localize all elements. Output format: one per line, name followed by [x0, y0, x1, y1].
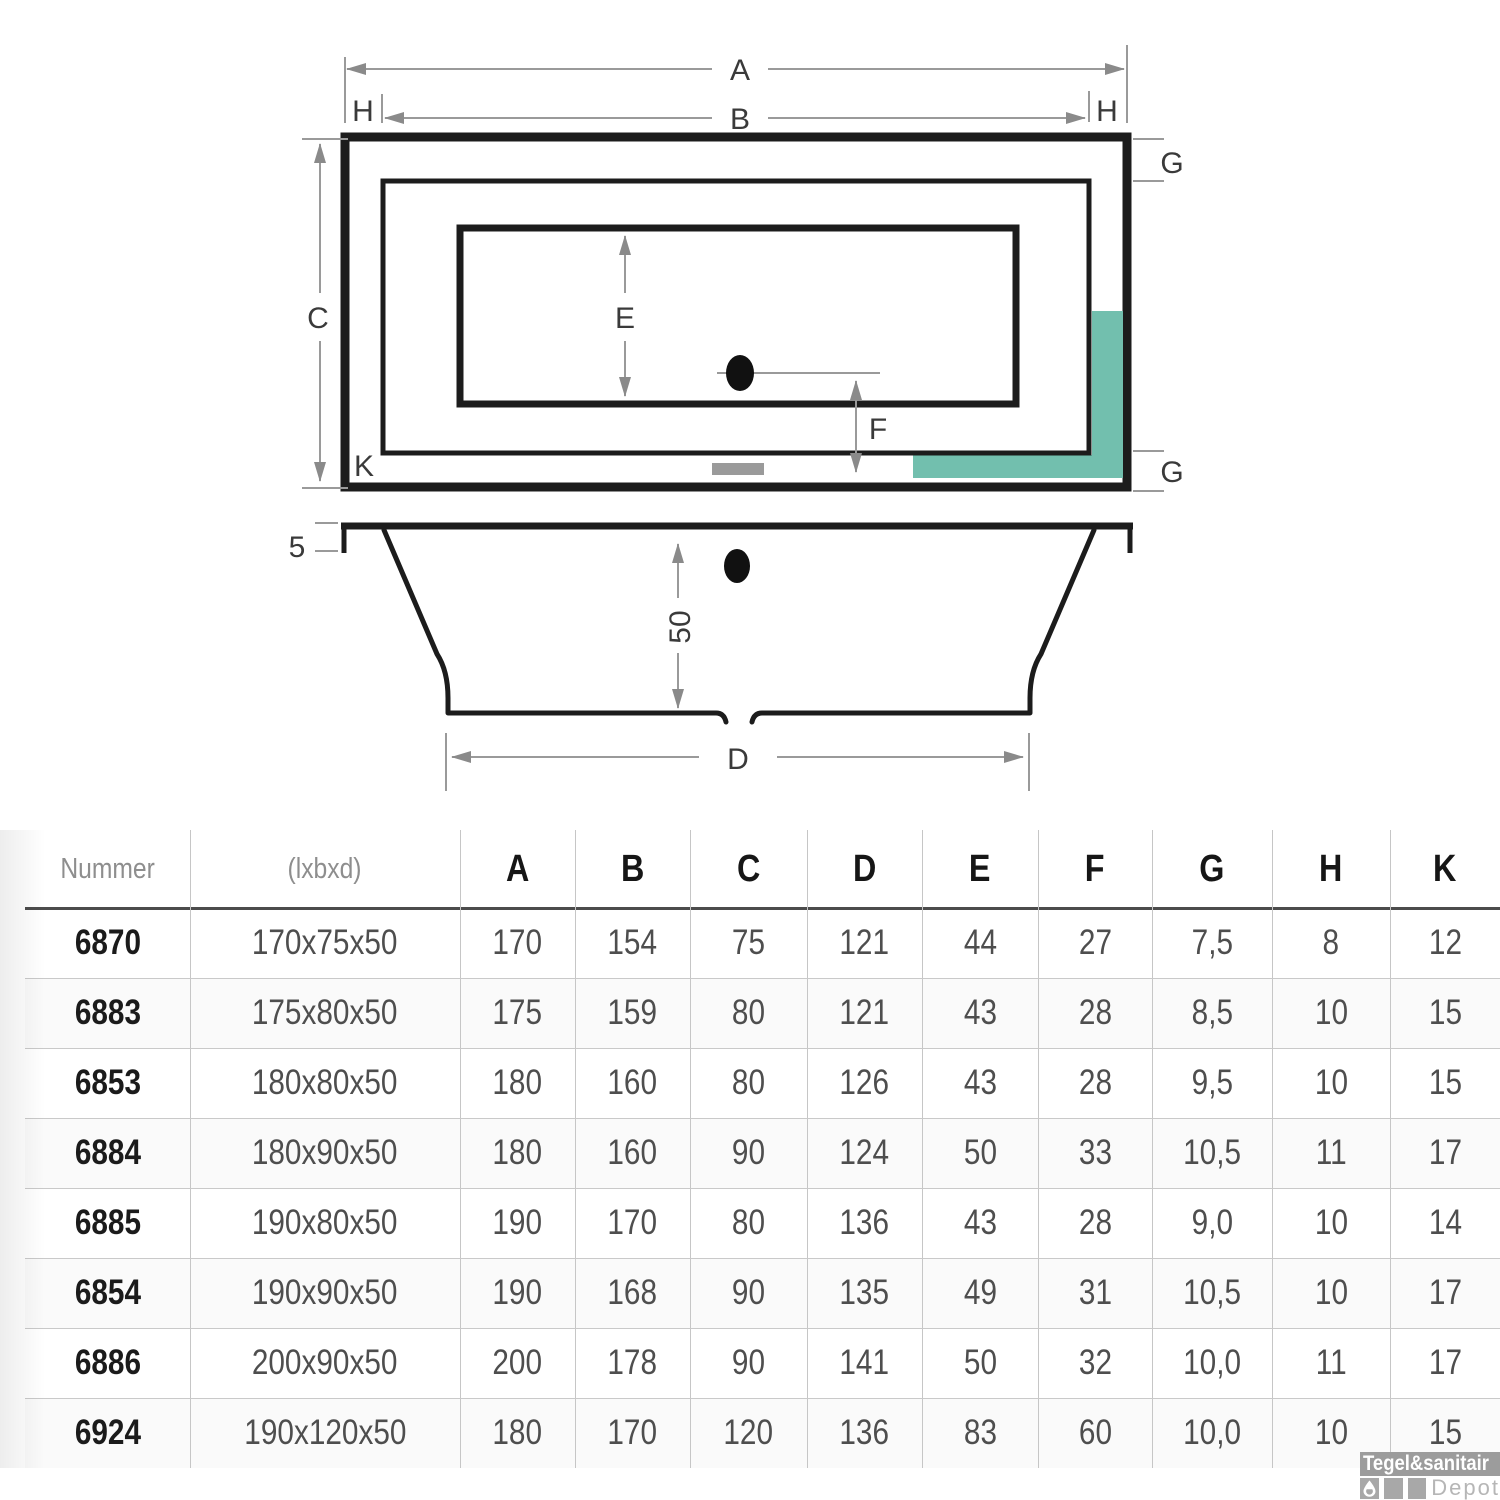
table-cell-nummer: 6853: [74, 1063, 141, 1102]
row-separator: [25, 978, 1500, 979]
table-cell-value: 32: [1078, 1343, 1112, 1382]
table-cell-value: 10: [1314, 1063, 1348, 1102]
table-cell-value: 168: [575, 1258, 690, 1328]
table-cell-value: 80: [731, 1063, 766, 1102]
table-cell-value: 43: [963, 1203, 997, 1242]
table-cell-value: 136: [839, 1203, 890, 1242]
table-cell-value: 190: [492, 1203, 543, 1242]
table-cell-value: 50: [922, 1118, 1038, 1188]
table-cell-value: 8,5: [1152, 978, 1272, 1048]
col-separator: [1390, 830, 1391, 1468]
dim-label-f: F: [868, 413, 888, 446]
row-separator: [25, 1328, 1500, 1329]
table-cell-value: 17: [1390, 1258, 1500, 1328]
table-cell-value: 10,5: [1152, 1258, 1272, 1328]
header-underline: [25, 907, 1500, 910]
table-cell-value: 83: [922, 1398, 1038, 1468]
table-cell-value: 14: [1428, 1203, 1462, 1242]
table-cell-value: 31: [1038, 1258, 1152, 1328]
dim-label-h-left: H: [352, 95, 374, 128]
table-cell-value: 180: [492, 1063, 543, 1102]
table-cell-value: 17: [1390, 1118, 1500, 1188]
table-cell-lxbxd: 170x75x50: [252, 923, 398, 962]
dim-label-e: E: [614, 302, 636, 335]
logo-square: [1384, 1478, 1403, 1499]
brand-name: [1360, 1452, 1500, 1476]
table-header-c: C: [736, 847, 761, 890]
table-cell-lxbxd: 190x80x50: [252, 1203, 398, 1242]
col-separator: [807, 830, 808, 1468]
table-cell-value: 175: [460, 978, 575, 1048]
table-cell-value: 135: [807, 1258, 922, 1328]
table-cell-value: 43: [922, 978, 1038, 1048]
table-cell-value: 10: [1272, 1398, 1390, 1468]
table-cell-nummer: 6884: [25, 1118, 190, 1188]
table-cell-value: 180: [460, 1118, 575, 1188]
top-view: [302, 45, 1184, 491]
table-cell-value: 10,5: [1152, 1118, 1272, 1188]
table-header-d: D: [852, 847, 877, 890]
dim-label-g-bottom: G: [1160, 456, 1184, 489]
table-cell-value: 9,5: [1191, 1063, 1233, 1102]
table-cell-nummer: 6886: [74, 1343, 141, 1382]
col-separator: [190, 830, 191, 1468]
table-cell-value: 80: [731, 1203, 766, 1242]
drain-dot-side-view: [724, 549, 750, 583]
table-cell-value: 126: [839, 1063, 890, 1102]
table-cell-value: 178: [607, 1343, 658, 1382]
table-header-nummer: Nummer: [60, 852, 155, 885]
table-header-b: B: [620, 847, 645, 890]
side-dimension-ticks: [315, 523, 1029, 791]
brand-logo-row: [1360, 1477, 1500, 1499]
table-cell-value: 121: [807, 978, 922, 1048]
table-cell-value: 154: [607, 923, 658, 962]
table-cell-value: 170: [607, 1203, 658, 1242]
table-cell-nummer: 6883: [25, 978, 190, 1048]
col-separator: [575, 830, 576, 1468]
table-cell-lxbxd: 180x80x50: [252, 1063, 398, 1102]
table-cell-lxbxd: 180x90x50: [190, 1118, 460, 1188]
brand-logo: [1360, 1452, 1500, 1499]
table-cell-value: 190: [460, 1258, 575, 1328]
table-cell-value: 90: [690, 1118, 807, 1188]
table-cell-nummer: 6885: [74, 1203, 141, 1242]
table-cell-value: 121: [839, 923, 890, 962]
table-cell-nummer: 6870: [74, 923, 141, 962]
dim-label-b: B: [729, 103, 751, 136]
dim-label-depth-50: 50: [664, 610, 697, 644]
dim-label-rim-5: 5: [288, 531, 306, 564]
table-cell-value: 28: [1078, 1203, 1112, 1242]
table-cell-value: 28: [1078, 1063, 1112, 1102]
table-cell-lxbxd: 200x90x50: [252, 1343, 398, 1382]
table-header-h: H: [1319, 847, 1343, 890]
table-cell-value: 200: [492, 1343, 543, 1382]
table-cell-value: 10: [1272, 978, 1390, 1048]
table-cell-value: 170: [575, 1398, 690, 1468]
table-cell-value: 44: [963, 923, 997, 962]
dim-label-a: A: [729, 54, 751, 87]
table-cell-value: 9,0: [1191, 1203, 1233, 1242]
table-cell-value: 10: [1314, 1203, 1348, 1242]
table-cell-value: 80: [690, 978, 807, 1048]
table-cell-value: 10,0: [1183, 1343, 1241, 1382]
table-cell-value: 11: [1315, 1343, 1347, 1382]
table-cell-nummer: 6854: [25, 1258, 190, 1328]
table-cell-value: 10,0: [1152, 1398, 1272, 1468]
dim-label-h-right: H: [1096, 95, 1118, 128]
row-separator: [25, 1188, 1500, 1189]
table-cell-value: 27: [1078, 923, 1112, 962]
table-cell-value: 159: [575, 978, 690, 1048]
col-separator: [922, 830, 923, 1468]
col-separator: [1272, 830, 1273, 1468]
table-cell-value: 170: [492, 923, 543, 962]
table-cell-value: 60: [1038, 1398, 1152, 1468]
row-separator: [25, 1258, 1500, 1259]
table-header-f: F: [1085, 847, 1105, 890]
table-grid: [25, 830, 1500, 1468]
table-cell-value: 10: [1272, 1258, 1390, 1328]
table-cell-value: 180: [460, 1398, 575, 1468]
table-cell-value: 15: [1390, 1398, 1500, 1468]
table-header-e: E: [969, 847, 991, 890]
table-cell-lxbxd: 190x120x50: [190, 1398, 460, 1468]
table-cell-nummer: 6924: [25, 1398, 190, 1468]
dim-label-k: K: [353, 450, 375, 483]
tub-profile-right: [752, 530, 1094, 722]
drain-dot-top-view: [726, 355, 754, 391]
table-cell-value: 43: [963, 1063, 997, 1102]
table-cell-value: 33: [1038, 1118, 1152, 1188]
col-separator: [1038, 830, 1039, 1468]
table-cell-value: 90: [731, 1343, 766, 1382]
water-drop-icon: [1360, 1478, 1379, 1499]
row-separator: [25, 1118, 1500, 1119]
dim-label-d: D: [727, 743, 749, 776]
table-cell-lxbxd: 175x80x50: [190, 978, 460, 1048]
dim-label-c: C: [307, 302, 329, 335]
row-separator: [25, 1398, 1500, 1399]
table-cell-value: 75: [731, 923, 766, 962]
dimensions-table: [25, 830, 1500, 1468]
table-header-g: G: [1199, 847, 1225, 890]
table-cell-value: 124: [807, 1118, 922, 1188]
table-cell-value: 136: [807, 1398, 922, 1468]
col-separator: [690, 830, 691, 1468]
table-header-lxbxd: (lxbxd): [288, 852, 362, 885]
table-cell-value: 15: [1390, 978, 1500, 1048]
table-cell-value: 141: [839, 1343, 890, 1382]
table-cell-lxbxd: 190x90x50: [190, 1258, 460, 1328]
overflow-marker: [712, 463, 764, 475]
table-cell-value: 7,5: [1191, 923, 1233, 962]
table-cell-value: 120: [690, 1398, 807, 1468]
dim-label-g-top: G: [1160, 147, 1184, 180]
row-separator: [25, 1048, 1500, 1049]
brand-subname: Depot: [1431, 1475, 1500, 1500]
col-separator: [460, 830, 461, 1468]
table-cell-value: 12: [1428, 923, 1462, 962]
table-cell-value: 17: [1428, 1343, 1462, 1382]
table-cell-value: 160: [607, 1063, 658, 1102]
table-cell-value: 50: [963, 1343, 997, 1382]
table-cell-value: 11: [1272, 1118, 1390, 1188]
table-cell-value: 90: [690, 1258, 807, 1328]
table-header-k: K: [1433, 847, 1457, 890]
table-cell-value: 8: [1322, 923, 1340, 962]
col-separator: [1152, 830, 1153, 1468]
table-cell-value: 15: [1428, 1063, 1462, 1102]
table-cell-value: 160: [575, 1118, 690, 1188]
side-view: [289, 523, 1133, 791]
table-cell-value: 49: [922, 1258, 1038, 1328]
table-cell-value: 28: [1038, 978, 1152, 1048]
logo-square: [1408, 1478, 1427, 1499]
table-header-a: A: [505, 847, 530, 890]
brand-name-text: Tegel&sanitair: [1363, 1452, 1489, 1475]
